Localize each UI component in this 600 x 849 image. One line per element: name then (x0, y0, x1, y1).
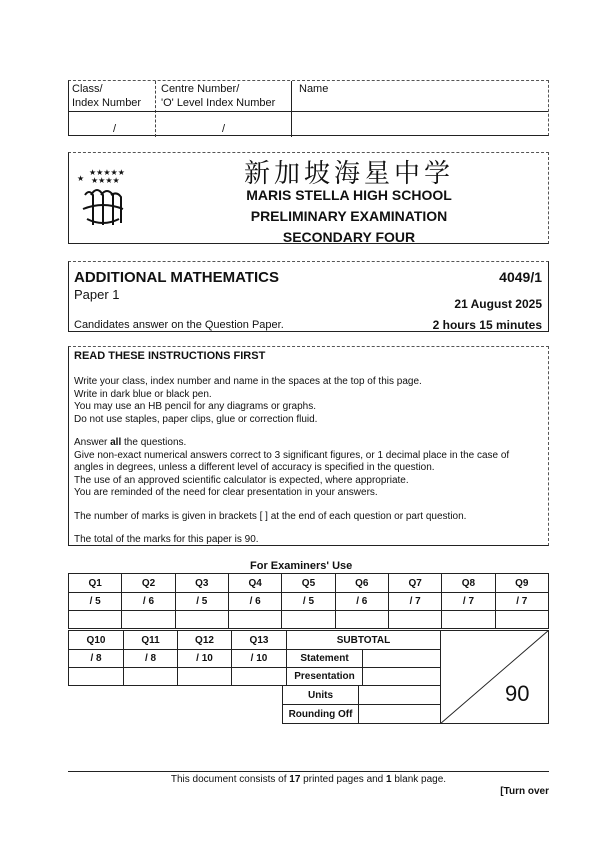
q6-marks: / 6 (335, 593, 388, 611)
examiners-table-row2 (68, 630, 441, 686)
svg-text:★: ★ (77, 174, 85, 183)
turn-over: [Turn over (500, 786, 549, 797)
q12-marks: / 10 (178, 650, 232, 668)
q5-label: Q5 (282, 574, 335, 593)
instruction-line: angles in degrees, unless a different level of accuracy is specified in the question. (74, 462, 435, 473)
q12-label: Q12 (178, 631, 232, 650)
examiners-table-row1 (68, 573, 549, 629)
q2-label: Q2 (122, 574, 175, 593)
instruction-line: Give non-exact numerical answers correct to 3 significant figures, or 1 decimal place in the case of (74, 449, 510, 461)
column-divider (291, 81, 292, 137)
instruction-line: The use of an approved scientific calculator is expected, where appropriate. (74, 474, 409, 486)
rounding-label: Rounding Off (283, 705, 359, 724)
answer-note: Candidates answer on the Question Paper. (74, 319, 284, 331)
marks-note: The number of marks is given in brackets [ ] at the end of each question or part question. (74, 511, 467, 522)
exam-level: SECONDARY FOUR (282, 229, 416, 245)
q8-marks: / 7 (442, 593, 495, 611)
instruction-line: Do not use staples, paper clips, glue or correction fluid. (74, 413, 318, 425)
instruction-line: Write your class, index number and name in the spaces at the top of this page. (74, 376, 422, 387)
column-divider (155, 81, 156, 137)
q13-label: Q13 (232, 631, 287, 650)
q1-label: Q1 (69, 574, 122, 593)
instruction-line: You are reminded of the need for clear presentation in your answers. (74, 487, 378, 498)
paper-duration: 2 hours 15 minutes (432, 318, 542, 332)
statement-label: Statement (287, 650, 363, 668)
q11-marks: / 8 (124, 650, 178, 668)
instructions-group-2 (74, 437, 509, 500)
svg-text:★★★★: ★★★★ (91, 176, 120, 185)
paper-number: Paper 1 (74, 287, 120, 302)
total-note: The total of the marks for this paper is 90. (74, 534, 259, 545)
footer-rule (68, 771, 549, 772)
header-box (68, 80, 549, 136)
units-label: Units (283, 686, 359, 705)
total-diagonal (440, 630, 549, 724)
olevel-slash: / (222, 123, 226, 135)
school-box (68, 152, 549, 244)
q3-label: Q3 (175, 574, 228, 593)
page-count-note: This document consists of 17 printed pages and 1 blank page. (170, 774, 447, 785)
q11-label: Q11 (124, 631, 178, 650)
school-chinese-name: 新加坡海星中学 (243, 159, 454, 189)
q7-marks: / 7 (388, 593, 441, 611)
paper-code: 4049/1 (499, 269, 542, 285)
q5-marks: / 5 (282, 593, 335, 611)
class-label: Class/ (72, 83, 103, 95)
total-marks: 90 (505, 681, 530, 706)
index-label: Index Number (72, 97, 142, 109)
instructions-heading: READ THESE INSTRUCTIONS FIRST (74, 350, 266, 362)
school-name: MARIS STELLA HIGH SCHOOL (246, 187, 452, 203)
subject-box (68, 261, 549, 332)
instruction-line: You may use an HB pencil for any diagrams or graphs. (74, 401, 316, 412)
svg-text:★★★★★: ★★★★★ (89, 168, 125, 177)
instruction-line: Write in dark blue or black pen. (74, 388, 212, 400)
q10-marks: / 8 (69, 650, 124, 668)
q7-label: Q7 (388, 574, 441, 593)
q8-label: Q8 (442, 574, 495, 593)
q9-label: Q9 (495, 574, 548, 593)
total-box (440, 630, 549, 724)
q3-marks: / 5 (175, 593, 228, 611)
q6-label: Q6 (335, 574, 388, 593)
q4-marks: / 6 (228, 593, 281, 611)
centre-label: Centre Number/ (161, 83, 240, 95)
examiners-table-extra (282, 685, 441, 724)
q9-marks: / 7 (495, 593, 548, 611)
subject-title: ADDITIONAL MATHEMATICS (74, 269, 279, 286)
exam-date: 21 August 2025 (454, 297, 542, 311)
examiners-title: For Examiners' Use (250, 560, 353, 572)
q4-label: Q4 (228, 574, 281, 593)
subtotal-label: SUBTOTAL (287, 631, 441, 650)
exam-title: PRELIMINARY EXAMINATION (250, 208, 448, 224)
row-divider (69, 111, 548, 112)
instructions-box (68, 346, 549, 546)
q1-marks: / 5 (69, 593, 122, 611)
q10-label: Q10 (69, 631, 124, 650)
q2-marks: / 6 (122, 593, 175, 611)
instructions-group-1 (74, 376, 422, 426)
answer-all-line: Answer all the questions. (74, 437, 187, 448)
presentation-label: Presentation (287, 668, 363, 686)
name-label: Name (299, 83, 329, 95)
school-crest-icon (75, 165, 131, 229)
q13-marks: / 10 (232, 650, 287, 668)
olevel-label: 'O' Level Index Number (161, 97, 276, 109)
index-slash: / (113, 123, 117, 135)
